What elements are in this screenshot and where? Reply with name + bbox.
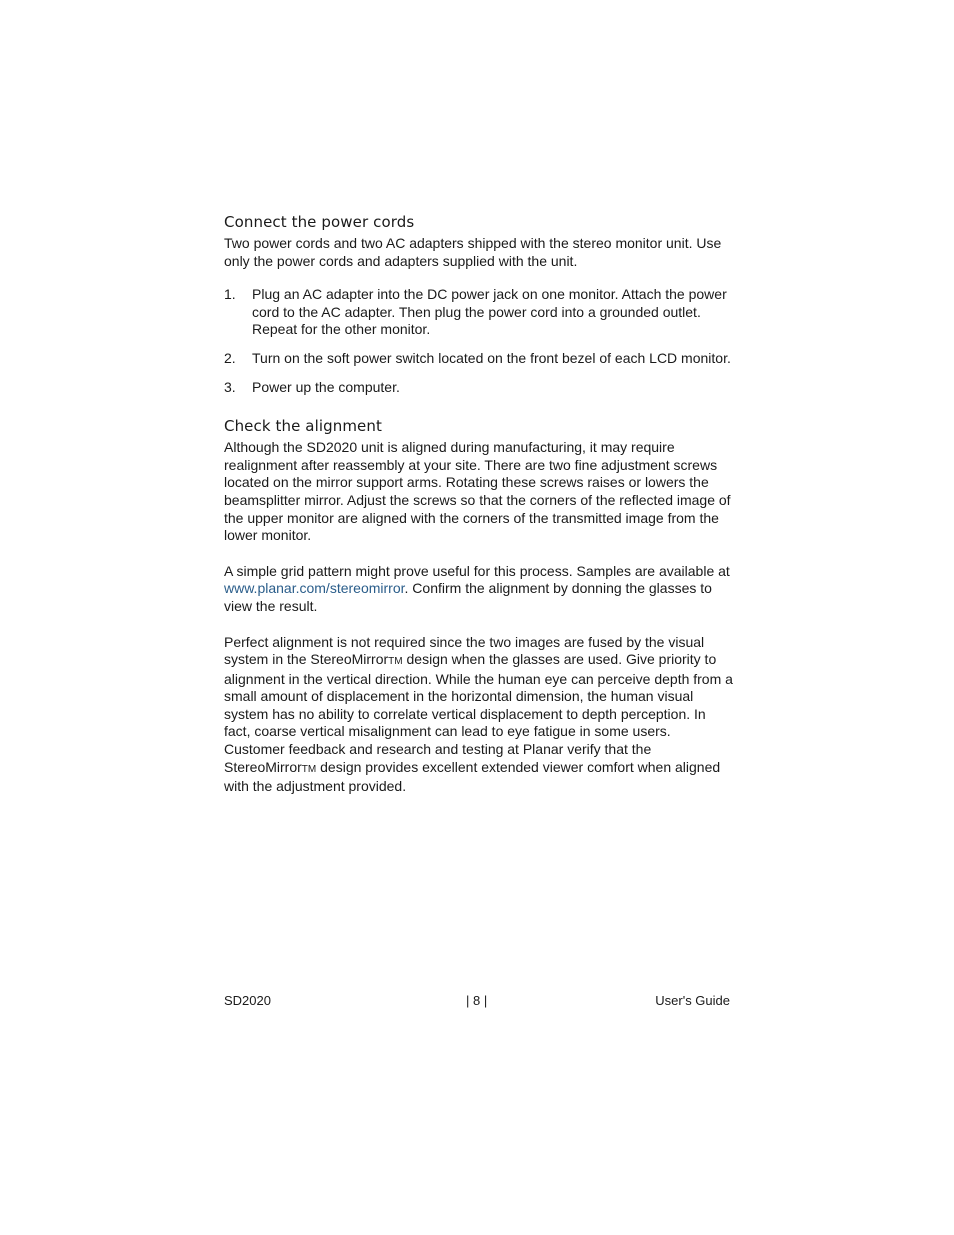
stereomirror-link[interactable]: www.planar.com/stereomirror — [224, 580, 405, 597]
page-content — [224, 212, 734, 796]
power-steps — [224, 286, 734, 396]
trademark-mark: TM — [301, 763, 317, 775]
list-item — [224, 350, 734, 368]
step-text: Turn on the soft power switch located on the front bezel of each LCD monitor. — [252, 349, 731, 366]
alignment-paragraph-1: Although the SD2020 unit is aligned during manufacturing, it may require realignment after reassembly at your site. There are two fine adjustment screws located on the mirror support arms. Rotating these screws raises or lowers the beamsplitter mirror. Adjust the screws so that the corners of the reflected image of the upper monitor are aligned with the corners of the transmitted image from the lower monitor. — [224, 439, 731, 544]
footer-product: SD2020 — [224, 993, 271, 1008]
para2-text-a: A simple grid pattern might prove useful for this process. Samples are available at — [224, 562, 730, 579]
footer-guide-title: User's Guide — [655, 993, 730, 1008]
step-number: 3. — [224, 378, 236, 395]
footer-page-number: | 8 | — [466, 993, 488, 1008]
para3-text-c: design provides excellent extended viewer comfort when aligned with the adjustment provided. — [224, 758, 721, 795]
section-heading-alignment: Check the alignment — [224, 417, 382, 436]
list-item — [224, 379, 734, 397]
step-text: Plug an AC adapter into the DC power jack on one monitor. Attach the power cord to the AC adapter. Then plug the power cord into a grounded outlet. Repeat for the other monitor. — [252, 286, 727, 338]
step-number: 1. — [224, 286, 236, 303]
para3-text-a: Perfect alignment is not required since the two images are fused by the visual system in the StereoMirror — [224, 633, 705, 668]
alignment-paragraph-3 — [224, 634, 734, 796]
trademark-mark: TM — [388, 656, 403, 668]
power-intro: Two power cords and two AC adapters shipped with the stereo monitor unit. Use only the power cords and adapters supplied with the unit. — [224, 235, 722, 269]
para3-text-b: design when the glasses are used. Give priority to alignment in the vertical direction. While the human eye can perceive depth from a small amount of displacement in the horizontal dimension, the human visual system has no ability to correlate vertical displacement to depth perception. In fact, coarse vertical misalignment can lead to eye fatigue in some users. Customer feedback and research and testing at Planar verify that the StereoMirror — [224, 651, 733, 775]
list-item — [224, 286, 734, 339]
step-text: Power up the computer. — [252, 378, 400, 395]
step-number: 2. — [224, 349, 236, 366]
alignment-paragraph-2 — [224, 563, 734, 616]
section-heading-power: Connect the power cords — [224, 213, 415, 231]
para2-text-b: . Confirm the alignment by donning the glasses to view the result. — [224, 580, 712, 614]
